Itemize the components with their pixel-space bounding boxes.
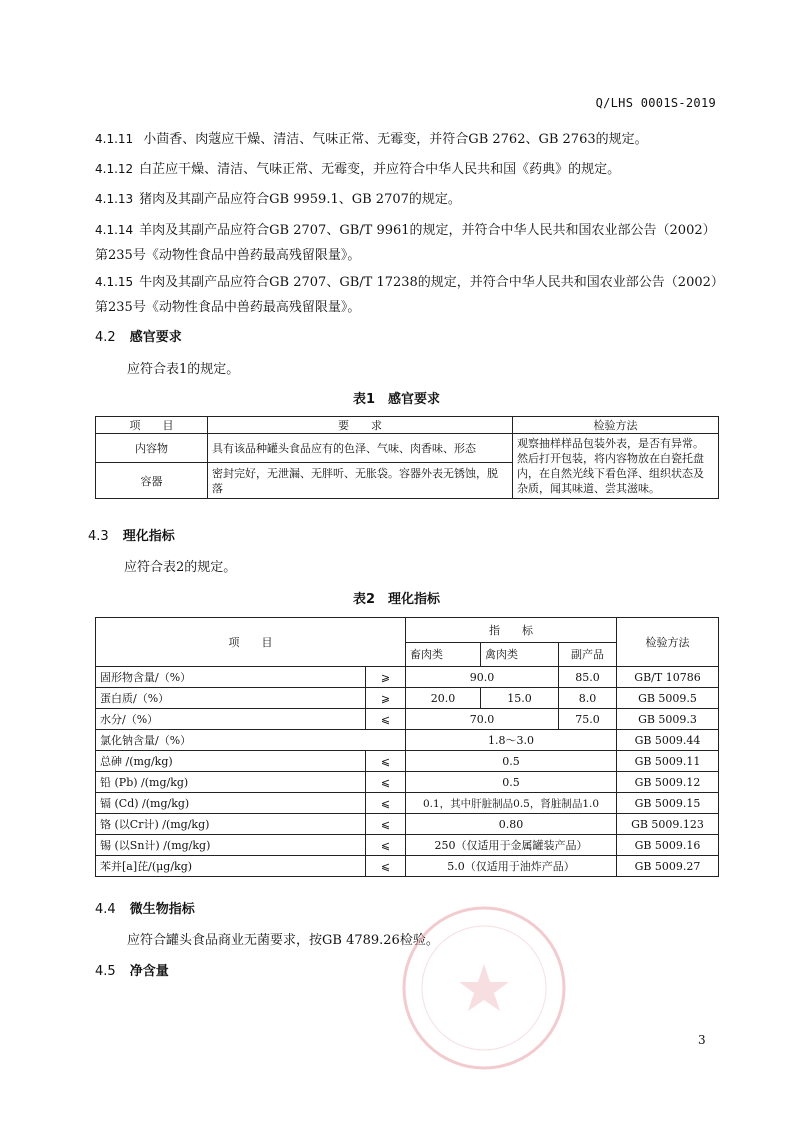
section-number: 4.4 bbox=[95, 902, 116, 917]
row-value: 250（仅适用于金属罐装产品） bbox=[406, 835, 617, 856]
section-4-2-intro: 应符合表1的规定。 bbox=[127, 362, 240, 377]
section-number: 4.2 bbox=[95, 330, 116, 345]
clause-4-1-14 bbox=[95, 218, 720, 268]
table-row bbox=[96, 730, 719, 751]
row-method: GB 5009.12 bbox=[617, 772, 719, 793]
clause-4-1-11 bbox=[95, 127, 720, 152]
row-item: 容器 bbox=[96, 463, 208, 499]
row-item: 水分/（%） bbox=[96, 709, 366, 730]
clause-4-1-15 bbox=[95, 270, 720, 320]
row-value: 85.0 bbox=[559, 667, 617, 688]
clause-number: 4.1.11 bbox=[95, 132, 134, 146]
row-method: GB 5009.5 bbox=[617, 688, 719, 709]
company-seal-stamp bbox=[398, 902, 570, 1074]
table-row bbox=[96, 772, 719, 793]
row-method: GB 5009.11 bbox=[617, 751, 719, 772]
table-row bbox=[96, 688, 719, 709]
row-value: 1.8～3.0 bbox=[406, 730, 617, 751]
row-value: 0.1，其中肝脏制品0.5，肾脏制品1.0 bbox=[406, 793, 617, 814]
section-4-4-intro: 应符合罐头食品商业无菌要求，按GB 4789.26检验。 bbox=[127, 933, 439, 948]
section-4-5-heading bbox=[95, 960, 169, 979]
section-4-2-heading bbox=[95, 326, 182, 345]
clause-text: 牛肉及其副产品应符合GB 2707、GB/T 17238的规定，并符合中华人民共和国农业部公告（2002）第235号《动物性食品中兽药最高残留限量》。 bbox=[95, 275, 718, 315]
row-item: 内容物 bbox=[96, 434, 208, 463]
section-title: 净含量 bbox=[129, 964, 169, 979]
header-index: 指 标 bbox=[406, 618, 617, 643]
table-row bbox=[96, 667, 719, 688]
row-value: 0.5 bbox=[406, 751, 617, 772]
clause-text: 羊肉及其副产品应符合GB 2707、GB/T 9961的规定，并符合中华人民共和国农业部公告（2002）第235号《动物性食品中兽药最高残留限量》。 bbox=[95, 223, 716, 263]
row-method: GB 5009.123 bbox=[617, 814, 719, 835]
document-code: Q/LHS 0001S-2019 bbox=[595, 96, 716, 110]
row-symbol: ⩽ bbox=[366, 772, 406, 793]
table-row bbox=[96, 751, 719, 772]
clause-text: 猪肉及其副产品应符合GB 9959.1、GB 2707的规定。 bbox=[139, 192, 461, 207]
row-value: 20.0 bbox=[406, 688, 481, 709]
header-item: 项 目 bbox=[96, 618, 406, 667]
row-value: 0.5 bbox=[406, 772, 617, 793]
table-row bbox=[96, 793, 719, 814]
section-4-4-heading bbox=[95, 898, 195, 917]
row-value: 90.0 bbox=[406, 667, 559, 688]
row-item: 苯并[a]芘/(μg/kg) bbox=[96, 856, 366, 877]
clause-text: 白芷应干燥、清洁、气味正常、无霉变，并应符合中华人民共和国《药典》的规定。 bbox=[139, 162, 621, 177]
row-method: GB 5009.16 bbox=[617, 835, 719, 856]
row-item: 蛋白质/（%） bbox=[96, 688, 366, 709]
table-row bbox=[96, 434, 719, 463]
clause-text: 小茴香、肉蔻应干燥、清洁、气味正常、无霉变，并符合GB 2762、GB 2763的规定。 bbox=[139, 132, 648, 147]
row-symbol: ⩾ bbox=[366, 688, 406, 709]
section-title: 微生物指标 bbox=[129, 902, 195, 917]
row-method: GB 5009.27 bbox=[617, 856, 719, 877]
row-symbol: ⩽ bbox=[366, 793, 406, 814]
row-symbol: ⩽ bbox=[366, 814, 406, 835]
row-value: 70.0 bbox=[406, 709, 559, 730]
table1-caption: 表1 感官要求 bbox=[352, 392, 441, 407]
row-item: 镉 (Cd) /(mg/kg) bbox=[96, 793, 366, 814]
header-method: 检验方法 bbox=[513, 417, 719, 434]
header-requirement: 要 求 bbox=[208, 417, 513, 434]
row-symbol: ⩽ bbox=[366, 709, 406, 730]
clause-number: 4.1.15 bbox=[95, 275, 134, 289]
page-number: 3 bbox=[698, 1033, 706, 1047]
row-symbol: ⩾ bbox=[366, 667, 406, 688]
row-value: 5.0（仅适用于油炸产品） bbox=[406, 856, 617, 877]
section-4-3-intro: 应符合表2的规定。 bbox=[124, 560, 237, 575]
row-symbol: ⩽ bbox=[366, 835, 406, 856]
row-symbol: ⩽ bbox=[366, 856, 406, 877]
row-value: 15.0 bbox=[481, 688, 559, 709]
section-number: 4.5 bbox=[95, 964, 116, 979]
table-row bbox=[96, 709, 719, 730]
row-item: 锡 (以Sn计) /(mg/kg) bbox=[96, 835, 366, 856]
table2-caption: 表2 理化指标 bbox=[352, 592, 441, 607]
section-4-3-heading bbox=[88, 525, 175, 544]
row-requirement: 具有该品种罐头食品应有的色泽、气味、肉香味、形态 bbox=[208, 434, 513, 463]
row-value: 0.80 bbox=[406, 814, 617, 835]
row-requirement: 密封完好，无泄漏、无胖听、无胀袋。容器外表无锈蚀，脱落 bbox=[208, 463, 513, 499]
section-title: 理化指标 bbox=[122, 529, 175, 544]
clause-4-1-13 bbox=[95, 187, 720, 212]
row-item: 铬 (以Cr计) /(mg/kg) bbox=[96, 814, 366, 835]
row-item: 铅 (Pb) /(mg/kg) bbox=[96, 772, 366, 793]
row-method: GB/T 10786 bbox=[617, 667, 719, 688]
table-row bbox=[96, 856, 719, 877]
header-item: 项 目 bbox=[96, 417, 208, 434]
physicochemical-table bbox=[95, 617, 719, 877]
row-value: 75.0 bbox=[559, 709, 617, 730]
clause-number: 4.1.13 bbox=[95, 192, 134, 206]
sensory-requirements-table bbox=[95, 416, 719, 499]
row-method: GB 5009.15 bbox=[617, 793, 719, 814]
header-byproduct: 副产品 bbox=[559, 642, 617, 667]
clause-4-1-12 bbox=[95, 157, 720, 182]
header-method: 检验方法 bbox=[617, 618, 719, 667]
section-number: 4.3 bbox=[88, 529, 109, 544]
clause-number: 4.1.14 bbox=[95, 223, 134, 237]
table-header-row bbox=[96, 417, 719, 434]
header-livestock: 畜肉类 bbox=[406, 642, 481, 667]
row-method: GB 5009.44 bbox=[617, 730, 719, 751]
table-row bbox=[96, 835, 719, 856]
row-item: 氯化钠含量/（%） bbox=[96, 730, 406, 751]
inspection-method: 观察抽样样品包装外表，是否有异常。然后打开包装，将内容物放在白瓷托盘内，在自然光线下看色泽、组织状态及杂质，闻其味道、尝其滋味。 bbox=[513, 434, 719, 499]
section-title: 感官要求 bbox=[129, 330, 182, 345]
table-header-row bbox=[96, 618, 719, 643]
row-method: GB 5009.3 bbox=[617, 709, 719, 730]
table-row bbox=[96, 814, 719, 835]
row-item: 固形物含量/（%） bbox=[96, 667, 366, 688]
clause-number: 4.1.12 bbox=[95, 162, 134, 176]
row-value: 8.0 bbox=[559, 688, 617, 709]
row-symbol: ⩽ bbox=[366, 751, 406, 772]
header-poultry: 禽肉类 bbox=[481, 642, 559, 667]
row-item: 总砷 /(mg/kg) bbox=[96, 751, 366, 772]
